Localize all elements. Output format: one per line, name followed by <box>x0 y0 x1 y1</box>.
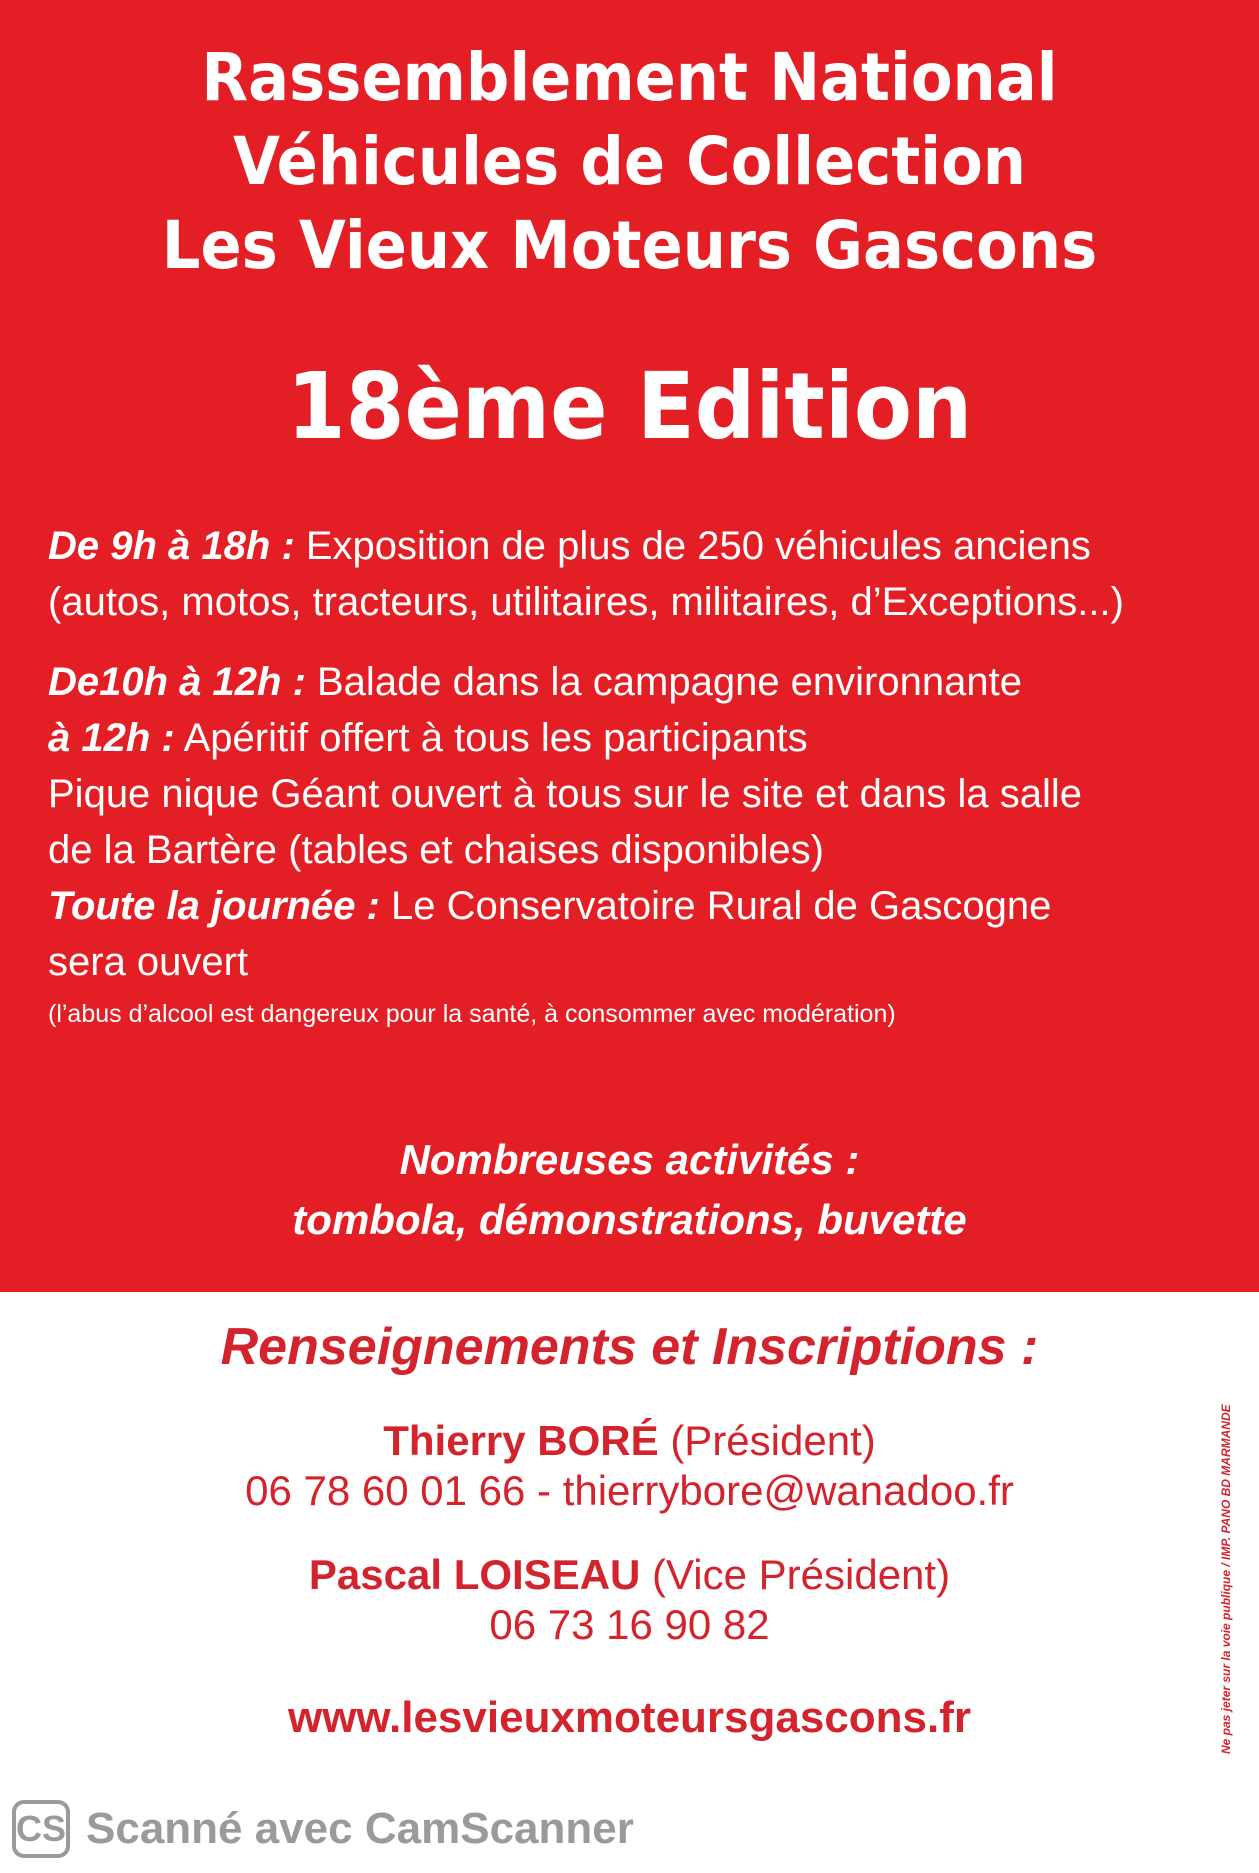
side-note-text: Ne pas jeter sur la voie publique / IMP. PANO BD MARMANDE <box>1219 1404 1233 1754</box>
contact-person-1-name: Thierry BORÉ <box>383 1417 659 1464</box>
program-item-2 <box>48 654 1238 710</box>
program-item-2-time: De10h à 12h : <box>48 660 306 704</box>
camscanner-logo-icon: CS <box>12 1800 70 1858</box>
program-item-3-text: Apéritif offert à tous les participants <box>174 716 808 760</box>
contact-person-2-role: (Vice Président) <box>640 1551 951 1598</box>
contact-person-1-phone: 06 78 60 01 66 - thierrybore@wanadoo.fr <box>245 1467 1014 1514</box>
program-item-3-line-3: de la Bartère (tables et chaises disponibles) <box>48 828 824 872</box>
program-item-1 <box>48 518 1238 574</box>
activities-line-1: Nombreuses activités : <box>399 1136 860 1183</box>
program-item-4-line-2: sera ouvert <box>48 940 249 984</box>
contact-person-1 <box>0 1416 1259 1466</box>
title-line-2: Véhicules de Collection <box>232 123 1027 200</box>
program-item-4-time: Toute la journée : <box>48 884 380 928</box>
watermark-text: Scanné avec CamScanner <box>86 1804 634 1853</box>
contact-person-1-role: (Président) <box>658 1417 876 1464</box>
website-link[interactable]: www.lesvieuxmoteursgascons.fr <box>287 1693 972 1742</box>
program-item-2-text: Balade dans la campagne environnante <box>305 660 1022 704</box>
contact-section <box>0 1312 1259 1748</box>
program-item-3-time: à 12h : <box>48 716 175 760</box>
program-item-4-text: Le Conservatoire Rural de Gascogne <box>379 884 1052 928</box>
alcohol-disclaimer: (l’abus d’alcool est dangereux pour la santé, à consommer avec modération) <box>48 1000 896 1028</box>
program-list <box>48 518 1238 1034</box>
contact-heading: Renseignements et Inscriptions : <box>220 1318 1039 1376</box>
contact-person-2 <box>0 1550 1259 1600</box>
program-item-4 <box>48 878 1238 934</box>
program-item-1-time: De 9h à 18h : <box>48 524 295 568</box>
activities-line-2: tombola, démonstrations, buvette <box>292 1196 967 1243</box>
program-item-3-line-2: Pique nique Géant ouvert à tous sur le site et dans la salle <box>48 772 1082 816</box>
edition-title: 18ème Edition <box>286 353 973 460</box>
camscanner-watermark <box>12 1794 634 1864</box>
title-line-1: Rassemblement National <box>201 39 1058 116</box>
contact-person-2-name: Pascal LOISEAU <box>308 1551 641 1598</box>
activities-block <box>0 1130 1259 1250</box>
title-block <box>0 36 1259 288</box>
program-item-1-line-2: (autos, motos, tracteurs, utilitaires, militaires, d’Exceptions...) <box>48 580 1124 624</box>
program-item-3 <box>48 710 1238 766</box>
title-line-3: Les Vieux Moteurs Gascons <box>161 207 1098 284</box>
program-item-1-text: Exposition de plus de 250 véhicules anciens <box>294 524 1091 568</box>
contact-person-2-phone: 06 73 16 90 82 <box>489 1601 770 1648</box>
